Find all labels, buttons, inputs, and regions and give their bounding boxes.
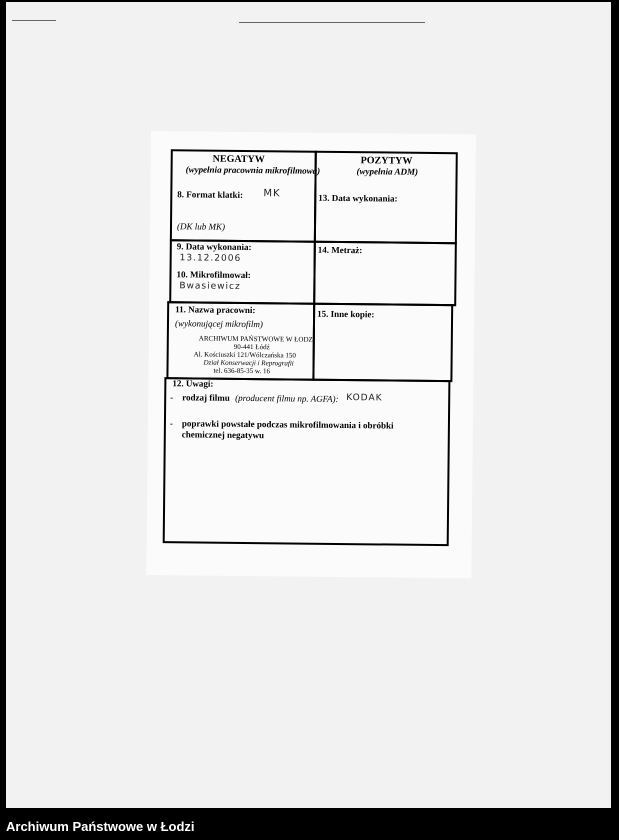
inne-label: 15. Inne kopie:	[317, 308, 375, 320]
bullet: -	[169, 418, 173, 429]
rodzaj-label: rodzaj filmu	[182, 392, 230, 403]
mikro-label: 10. Mikrofilmował:	[176, 269, 251, 281]
negatyw-subtitle: (wypełnia pracownia mikrofilmowa)	[185, 164, 321, 176]
stamp-line: Dział Konserwacji i Reprografii	[203, 358, 294, 368]
uwagi-label: 12. Uwagi:	[172, 378, 214, 389]
format-hint: (DK lub MK)	[176, 221, 226, 232]
pozytyw-title: POZYTYW	[360, 155, 413, 167]
scan-mark	[12, 20, 56, 21]
format-label: 8. Format klatki:	[177, 189, 244, 200]
footer-bar	[0, 808, 619, 840]
microfilm-record-card	[146, 131, 476, 578]
stamp-line: ARCHIWUM PAŃSTWOWE W ŁODZI	[198, 334, 316, 344]
mikro-value: Bwasiewicz	[179, 281, 241, 292]
scan-mark	[239, 22, 425, 23]
footer-label: Archiwum Państwowe w Łodzi	[6, 819, 195, 834]
rodzaj-value: KODAK	[346, 393, 383, 404]
poprawki-text: poprawki powstałe podczas mikrofilmowania i obróbki chemicznej negatywu	[181, 418, 394, 441]
pozytyw-subtitle: (wypełnia ADM)	[356, 166, 419, 177]
scanned-page	[6, 2, 611, 808]
stamp-line: tel. 636-85-35 w. 16	[213, 366, 271, 376]
stamp-line: Al. Kościuszki 121/Wólczańska 150	[193, 350, 296, 360]
nazwa-label: 11. Nazwa pracowni:	[175, 304, 256, 316]
rodzaj-hint: (producent filmu np. AGFA):	[235, 392, 339, 404]
data13-label: 13. Data wykonania:	[318, 192, 398, 204]
stamp-line: 90-441 Łódź	[233, 342, 270, 352]
metraz-label: 14. Metraż:	[317, 244, 363, 256]
negatyw-title: NEGATYW	[212, 153, 265, 166]
data9-label: 9. Data wykonania:	[176, 241, 252, 253]
format-value: MK	[263, 188, 281, 200]
data9-value: 13.12.2006	[179, 253, 242, 264]
nazwa-subtitle: (wykonującej mikrofilm)	[174, 318, 263, 330]
bullet: -	[170, 392, 174, 403]
